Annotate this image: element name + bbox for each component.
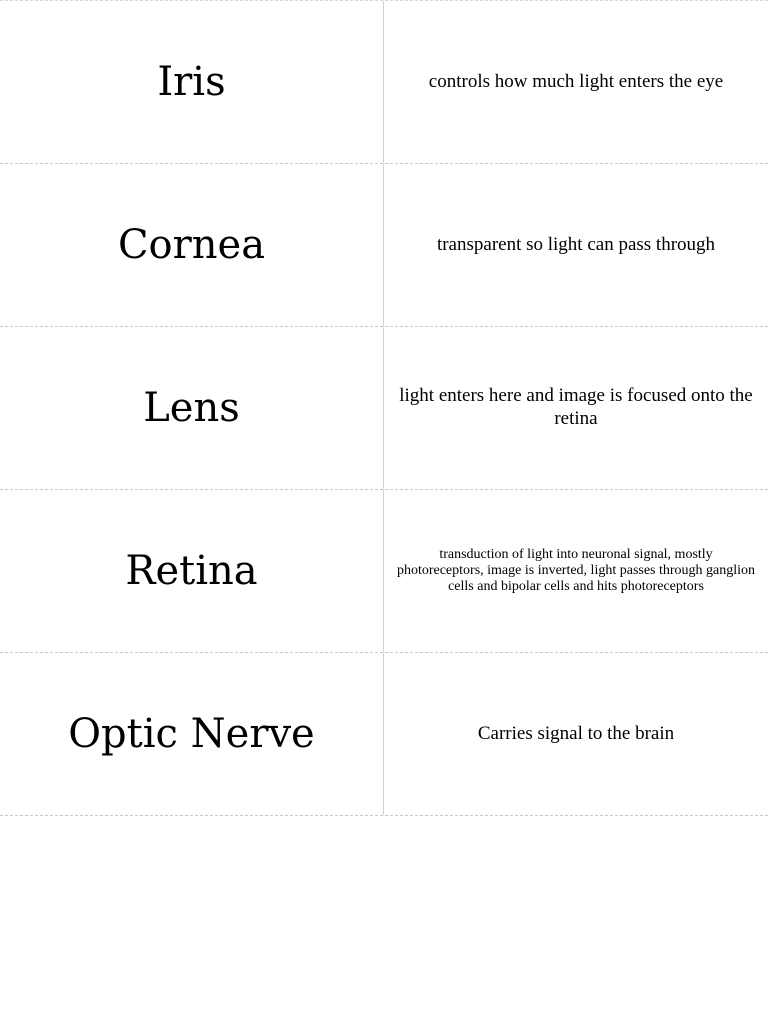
flashcard-row	[0, 163, 768, 326]
card-term: Cornea	[0, 164, 384, 326]
card-definition: light enters here and image is focused onto the retina	[399, 385, 753, 429]
card-definition: transparent so light can pass through	[436, 233, 716, 255]
flashcard-row	[0, 326, 768, 489]
card-term: Optic Nerve	[0, 653, 384, 815]
card-definition: Carries signal to the brain	[477, 722, 675, 744]
card-term: Lens	[0, 327, 384, 489]
card-term: Iris	[0, 1, 384, 163]
flashcard-row	[0, 652, 768, 815]
card-definition: controls how much light enters the eye	[428, 70, 724, 92]
card-definition: transduction of light into neuronal signal, mostly photoreceptors, image is inverted, light passes through ganglion cells and bipolar cells and hits photoreceptors	[396, 546, 756, 595]
flashcard-row	[0, 0, 768, 163]
card-term: Retina	[0, 490, 384, 652]
flashcard-row	[0, 489, 768, 652]
